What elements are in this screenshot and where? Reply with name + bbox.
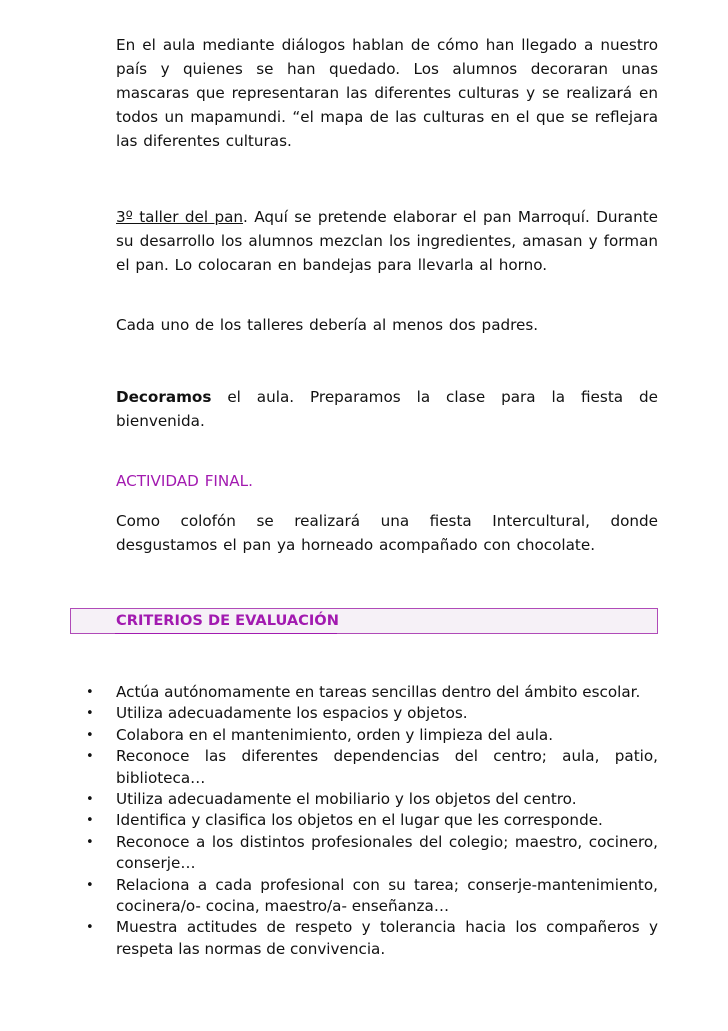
criterio-item	[0, 789, 658, 810]
bullet-icon: •	[86, 834, 94, 850]
criterio-item	[0, 703, 658, 724]
paragraph-talleres-padres: Cada uno de los talleres debería al menos dos padres.	[116, 316, 539, 334]
actividad-final-heading: ACTIVIDAD FINAL.	[116, 472, 253, 490]
criterio-text: Actúa autónomamente en tareas sencillas dentro del ámbito escolar.	[116, 683, 641, 701]
paragraph-taller-pan	[116, 205, 658, 277]
criterios-list	[0, 682, 658, 960]
criterio-item	[0, 746, 658, 789]
criterios-heading: CRITERIOS DE EVALUACIÓN	[116, 612, 339, 629]
bullet-icon: •	[86, 877, 94, 893]
criterio-text: Relaciona a cada profesional con su tarea; conserje-mantenimiento, cocinera/o- cocina, maestro/a- enseñanza…	[116, 875, 658, 916]
criterio-item	[0, 832, 658, 875]
bullet-icon: •	[86, 749, 94, 765]
criterio-text: Muestra actitudes de respeto y tolerancia hacia los compañeros y respeta las normas de convivencia.	[116, 918, 658, 958]
criterio-item	[0, 810, 658, 831]
criterio-text: Reconoce a los distintos profesionales del colegio; maestro, cocinero, conserje…	[116, 832, 658, 873]
bullet-icon: •	[86, 685, 94, 700]
bullet-icon: •	[86, 792, 94, 808]
criterio-text: Identifica y clasifica los objetos en el lugar que les corresponde.	[116, 811, 603, 830]
criterio-item	[0, 725, 658, 746]
criterio-item	[0, 875, 658, 918]
criterio-item	[0, 682, 658, 703]
bullet-icon: •	[86, 727, 94, 743]
criterio-text: Reconoce las diferentes dependencias del centro; aula, patio, biblioteca…	[116, 747, 658, 787]
criterio-text: Utiliza adecuadamente los espacios y objetos.	[116, 704, 468, 723]
paragraph-fiesta-intercultural: Como colofón se realizará una fiesta Intercultural, donde desgustamos el pan ya horneado acompañado con chocolate.	[116, 512, 658, 554]
criterio-item	[0, 917, 658, 960]
criterio-text: Utiliza adecuadamente el mobiliario y los objetos del centro.	[116, 790, 577, 809]
criterios-heading-underline	[115, 633, 337, 634]
bullet-icon: •	[86, 920, 94, 936]
paragraph-decoramos	[116, 385, 658, 433]
decoramos-label: Decoramos	[116, 388, 212, 406]
criterios-heading-box	[70, 608, 658, 634]
bullet-icon: •	[86, 813, 94, 829]
paragraph-aula-dialogos: En el aula mediante diálogos hablan de cómo han llegado a nuestro país y quienes se han quedado. Los alumnos decoraran unas mascaras que representaran las diferentes culturas y se realizará en todos un mapamundi. “el mapa de las culturas en el que se reflejara las diferentes culturas.	[116, 36, 658, 150]
bullet-icon: •	[86, 706, 94, 722]
taller-pan-title: 3º taller del pan	[116, 208, 244, 226]
criterio-text: Colabora en el mantenimiento, orden y limpieza del aula.	[116, 725, 554, 744]
taller-pan-text: . Aquí se pretende elaborar el pan Marroquí. Durante su desarrollo los alumnos mezclan los ingredientes, amasan y forman el pan. Lo colocaran en bandejas para llevarla al horno.	[116, 208, 658, 274]
decoramos-text: el aula. Preparamos la clase para la fiesta de bienvenida.	[116, 388, 658, 430]
